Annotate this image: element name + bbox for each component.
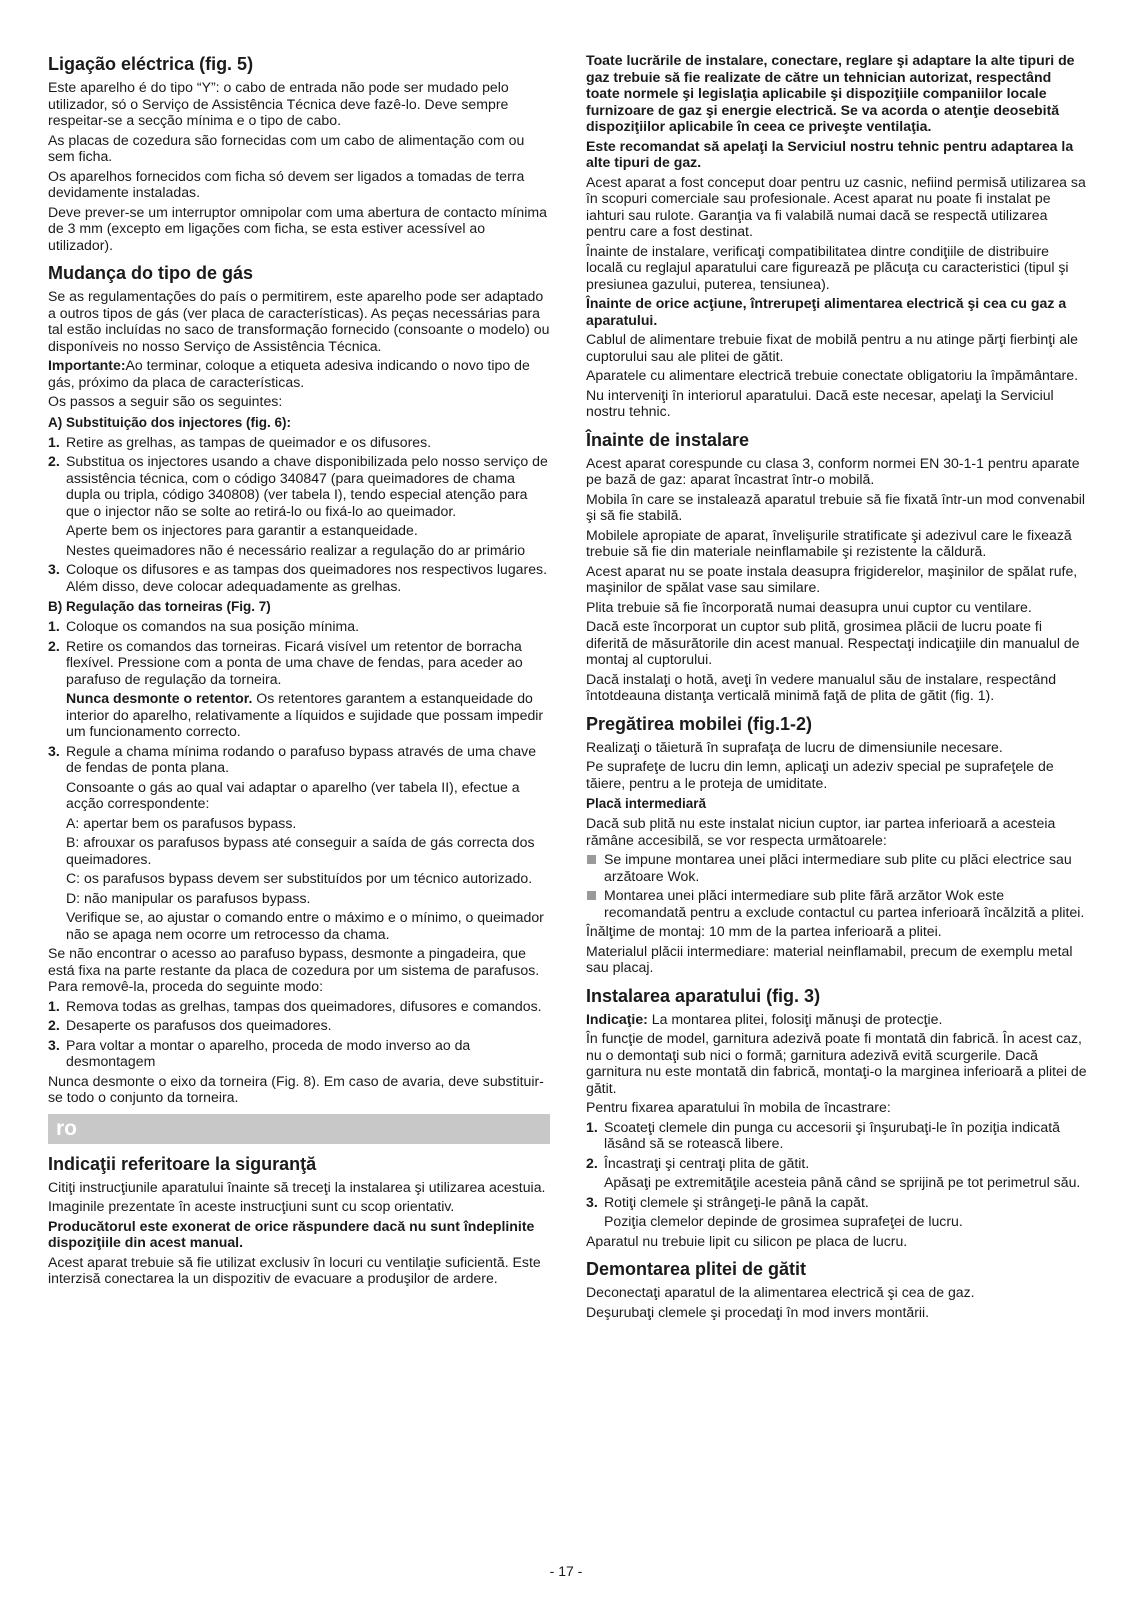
bullet-item [586,887,1088,920]
subheading-torneiras: B) Regulação das torneiras (Fig. 7) [48,599,271,614]
paragraph: Dacă sub plită nu este instalat niciun cuptor, iar partea inferioară a acesteia rămâne accesibilă, se vor respecta următoarele: [586,815,1056,848]
paragraph: Deconectaţi aparatul de la alimentarea electrică şi cea de gaz. [586,1284,975,1300]
section-heading-inainte: Înainte de instalare [586,429,750,450]
subheading-placa: Placă intermediară [586,796,707,811]
list-number: 3. [48,561,60,577]
paragraph: Aparatul nu trebuie lipit cu silicon pe placa de lucru. [586,1232,908,1249]
language-bar [48,1114,550,1144]
indented-paragraph: Consoante o gás ao qual vai adaptar o aparelho (ver tabela II), efectue a acção correspondente: [66,778,520,811]
list-text: Retire as grelhas, as tampas de queimador e os difusores. [66,433,432,450]
paragraph: Acest aparat trebuie să fie utilizat exclusiv în locuri cu ventilaţie suficientă. Este interzisă conectarea la un dispozitiv de evacuare a produşilor de ardere. [48,1253,541,1286]
paragraph: Aparatele cu alimentare electrică trebuie conectate obligatoriu la împământare. [586,367,1078,383]
list-number: 3. [48,742,60,759]
list-text: Para voltar a montar o aparelho, proceda de modo inverso ao da desmontagem [66,1036,471,1069]
paragraph: As placas de cozedura são fornecidas com um cabo de alimentação com ou sem ficha. [48,131,525,164]
section-heading-ligacao: Ligação eléctrica (fig. 5) [48,54,254,74]
list-item [48,743,550,776]
paragraph: Dacă este încorporat un cuptor sub plită, grosimea plăcii de lucru poate fi diferită de măsurătorile din acest manual. Respectaţi indicaţiile din manualul de montaj al cuptorului. [586,618,1080,667]
paragraph: Deve prever-se um interruptor omnipolar com uma abertura de contacto mínima de 3 mm (excepto em ligações com ficha, se esta estiver acessível ao utilizador). [48,203,547,253]
list-number: 1. [48,618,60,634]
bold-label: Indicaţie: [586,1010,648,1027]
list-text: Substitua os injectores usando a chave disponibilizada pelo nosso serviço de assistência técnica, com o código 340847 (para queimadores de chama dupla ou tripla, código 340808) (ver tabela I), tendo especial atenção para que o injector não se solte ao retirá-lo ou fixá-lo ao queimador. [66,453,548,519]
paragraph: Acest aparat nu se poate instala deasupra frigiderelor, maşinilor de spălat rufe, maşinilor de spălat vase sau similare. [586,562,1078,595]
paragraph: Plita trebuie să fie încorporată numai deasupra unui cuptor cu ventilare. [586,598,1032,615]
paragraph: Mobila în care se instalează aparatul trebuie să fie fixată într-un mod convenabil şi să fie stabilă. [586,490,1086,523]
paragraph: Citiţi instrucţiunile aparatului înainte să treceţi la instalarea şi utilizarea acestuia. [48,1178,546,1195]
paragraph-text: La montarea plitei, folosiţi mănuşi de protecţie. [647,1010,943,1027]
indented-paragraph: Verifique se, ao ajustar o comando entre o máximo e o mínimo, o queimador não se apaga nem ocorre um retrocesso da chama. [66,909,544,942]
list-text: Coloque os comandos na sua posição mínima. [66,618,360,634]
paragraph: În funcţie de model, garnitura adezivă poate fi montată din fabrică. În acest caz, nu o demontaţi sub nici o formă; garnitura adezivă evită scurgerile. Dacă garnitura nu este montată din fabrică, montaţi-o la marginea inferioară a plitei de gătit. [586,1030,1087,1096]
list-text: Desaperte os parafusos dos queimadores. [66,1017,332,1033]
list-number: 3. [48,1036,60,1053]
indented-paragraph: Aperte bem os injectores para garantir a estanqueidade. [66,522,418,538]
indented-paragraph: Nestes queimadores não é necessário realizar a regulação do ar primário [66,541,526,558]
list-number: 3. [586,1193,598,1210]
list-item [48,638,550,688]
paragraph: Se não encontrar o acesso ao parafuso bypass, desmonte a pingadeira, que está fixa na parte restante da placa de cozedura por um sistema de parafusos. Para removê-la, proceda do seguinte modo: [48,945,540,994]
list-number: 2. [48,1017,60,1033]
list-number: 2. [48,453,60,469]
list-number: 2. [586,1154,598,1171]
list-item [586,1155,1088,1172]
list-item [48,453,550,519]
paragraph-bold: Producătorul este exonerat de orice răspundere dacă nu sunt îndeplinite dispoziţiile din acest manual. [48,1217,535,1250]
paragraph: Nu interveniţi în interiorul aparatului. Dacă este necesar, apelaţi la Serviciul nostru tehnic. [586,386,1054,419]
bullet-item [586,851,1088,884]
paragraph: Înainte de instalare, verificaţi compatibilitatea dintre condiţiile de distribuire locală cu reglajul aparatului care figurează pe plăcuţa cu caracteristici (tipul şi presiunea gazului, puterea, tensiunea). [586,242,1069,292]
paragraph: Realizaţi o tăietură în suprafaţa de lucru de dimensiunile necesare. [586,738,1003,755]
paragraph: Cablul de alimentare trebuie fixat de mobilă pentru a nu atinge părţi fierbinţi ale cuptorului sau ale plitei de gătit. [586,331,1079,364]
list-item [586,1119,1088,1152]
page-number: - 17 - [549,1563,583,1579]
paragraph: Acest aparat a fost conceput doar pentru uz casnic, nefiind permisă utilizarea sa în scopuri comerciale sau profesionale. Acest aparat nu poate fi instalat pe iahturi sau rulote. Garanţia va fi valabilă numai dacă se respectă utilizarea pentru care a fost destinat. [586,173,1086,239]
paragraph: Se as regulamentações do país o permitirem, este aparelho pode ser adaptado a outros tipos de gás (ver placa de características). As peças necessárias para tal estão incluídas no saco de transformação fornecido (consoante o modelo) ou disponíveis no nosso Serviço de Assistência Técnica. [48,288,550,354]
list-item [48,1017,550,1034]
list-item [48,561,550,594]
paragraph-indicatie [586,1011,1088,1028]
paragraph: Imaginile prezentate în aceste instrucţiuni sunt cu scop orientativ. [48,1198,455,1214]
paragraph: Pentru fixarea aparatului în mobila de încastrare: [586,1099,891,1115]
list-text: Scoateţi clemele din punga cu accesorii şi înşurubaţi-le în poziţia indicată lăsând să se rotească libere. [604,1118,1060,1151]
left-column [48,50,550,1290]
paragraph-importante [48,357,550,390]
section-heading-demontarea: Demontarea plitei de gătit [586,1259,807,1279]
bold-label: Nunca desmonte o retentor. [66,690,253,706]
paragraph: Înălţime de montaj: 10 mm de la partea inferioară a plitei. [586,923,942,939]
paragraph: Dacă instalaţi o hotă, aveţi în vedere manualul său de instalare, respectând întotdeauna distanţa verticală minimă faţă de plita de gătit (fig. 1). [586,670,1057,703]
section-heading-pregatirea: Pregătirea mobilei (fig.1-2) [586,713,813,734]
paragraph: Acest aparat corespunde cu clasa 3, conform normei EN 30-1-1 pentru aparate pe bază de gaz: aparat încastrat într-o mobilă. [586,454,1080,487]
list-number: 1. [586,1118,598,1135]
square-bullet-icon [587,891,596,900]
square-bullet-icon [587,855,596,864]
list-item [48,1037,550,1070]
section-heading-siguranta: Indicaţii referitoare la siguranţă [48,1153,317,1174]
list-item [48,998,550,1015]
paragraph: Os aparelhos fornecidos com ficha só devem ser ligados a tomadas de terra devidamente instaladas. [48,167,525,200]
paragraph: Nunca desmonte o eixo da torneira (Fig. 8). Em caso de avaria, deve substituir-se todo o conjunto da torneira. [48,1072,544,1105]
paragraph: Mobilele apropiate de aparat, învelişurile stratificate şi adezivul care le fixează trebuie să fie din materiale neinflamabile şi rezistente la căldură. [586,526,1072,559]
list-item [48,618,550,635]
paragraph-text: Os retentores garantem a estanqueidade do interior do aparelho, relativamente a líquidos e sujidade que possam impedir um funcionamento correcto. [66,690,544,739]
list-text: Retire os comandos das torneiras. Ficará visível um retentor de borracha flexível. Pressione com a ponta de uma chave de fendas, para aceder ao parafuso de regulação da torneira. [66,637,523,687]
list-text: Încastraţi şi centraţi plita de gătit. [604,1154,810,1171]
list-item [48,434,550,451]
paragraph: Materialul plăcii intermediare: material neinflamabil, precum de exemplu metal sau placaj. [586,942,1073,975]
list-text: Coloque os difusores e as tampas dos queimadores nos respectivos lugares. Além disso, deve colocar adequadamente as grelhas. [66,561,548,594]
list-text: Regule a chama mínima rodando o parafuso bypass através de uma chave de fendas de ponta plana. [66,742,537,775]
indented-paragraph: B: afrouxar os parafusos bypass até conseguir a saída de gás correcta dos queimadores. [66,834,535,867]
subheading-injectores: A) Substituição dos injectores (fig. 6): [48,414,292,430]
paragraph: Deşurubaţi clemele şi procedaţi în mod invers montării. [586,1303,930,1320]
indented-paragraph: A: apertar bem os parafusos bypass. [66,814,297,831]
paragraph-bold: Este recomandat să apelaţi la Serviciul nostru tehnic pentru adaptarea la alte tipuri de gaz. [586,137,1074,170]
indented-paragraph: D: não manipular os parafusos bypass. [66,889,311,906]
paragraph: Este aparelho é do tipo “Y”: o cabo de entrada não pode ser mudado pelo utilizador, só o Serviço de Assistência Técnica deve fazê-lo. Deve sempre respeitar-se a secção mínima e o tipo de cabo. [48,79,509,128]
list-item [586,1194,1088,1211]
list-text: Remova todas as grelhas, tampas dos queimadores, difusores e comandos. [66,997,542,1014]
paragraph-bold: Toate lucrările de instalare, conectare, reglare şi adaptare la alte tipuri de gaz trebuie să fie realizate de către un tehnician autorizat, respectând toate normele şi legislaţia aplicabile şi dispoziţiile companiilor locale furnizoare de gaz şi energie electrică. Se va acorda o atenţie deosebită dispoziţiilor aplicabile în ceea ce priveşte ventilaţia. [586,52,1075,134]
list-number: 1. [48,997,60,1014]
bullet-text: Montarea unei plăci intermediare sub plite fără arzător Wok este recomandată pentru a exclude contactul cu partea inferioară încălzită a plitei. [604,887,1085,920]
language-code: ro [56,1116,77,1140]
right-column [586,50,1088,1323]
paragraph: Pe suprafeţe de lucru din lemn, aplicaţi un adeziv special pe suprafeţele de tăiere, pentru a le proteja de umiditate. [586,758,1054,791]
paragraph: Os passos a seguir são os seguintes: [48,393,283,409]
section-heading-instalarea: Instalarea aparatului (fig. 3) [586,985,821,1006]
list-text: Rotiţi clemele şi strângeţi-le până la capăt. [604,1193,869,1210]
indented-paragraph: C: os parafusos bypass devem ser substituídos por um técnico autorizado. [66,870,533,886]
bullet-text: Se impune montarea unei plăci intermediare sub plite cu plăci electrice sau arzătoare Wok. [604,851,1072,884]
list-number: 2. [48,637,60,654]
indented-paragraph [48,690,550,740]
section-heading-mudanca: Mudança do tipo de gás [48,263,254,283]
indented-paragraph: Poziţia clemelor depinde de grosimea suprafeţei de lucru. [604,1213,963,1229]
paragraph-bold: Înainte de orice acţiune, întrerupeţi alimentarea electrică şi cea cu gaz a aparatului. [586,295,1067,328]
list-number: 1. [48,433,60,450]
paragraph-text: Ao terminar, coloque a etiqueta adesiva indicando o novo tipo de gás, próximo da placa de características. [48,357,530,390]
indented-paragraph: Apăsaţi pe extremităţile acesteia până când se sprijină pe tot perimetrul său. [604,1174,1081,1190]
bold-label: Importante: [48,357,126,373]
